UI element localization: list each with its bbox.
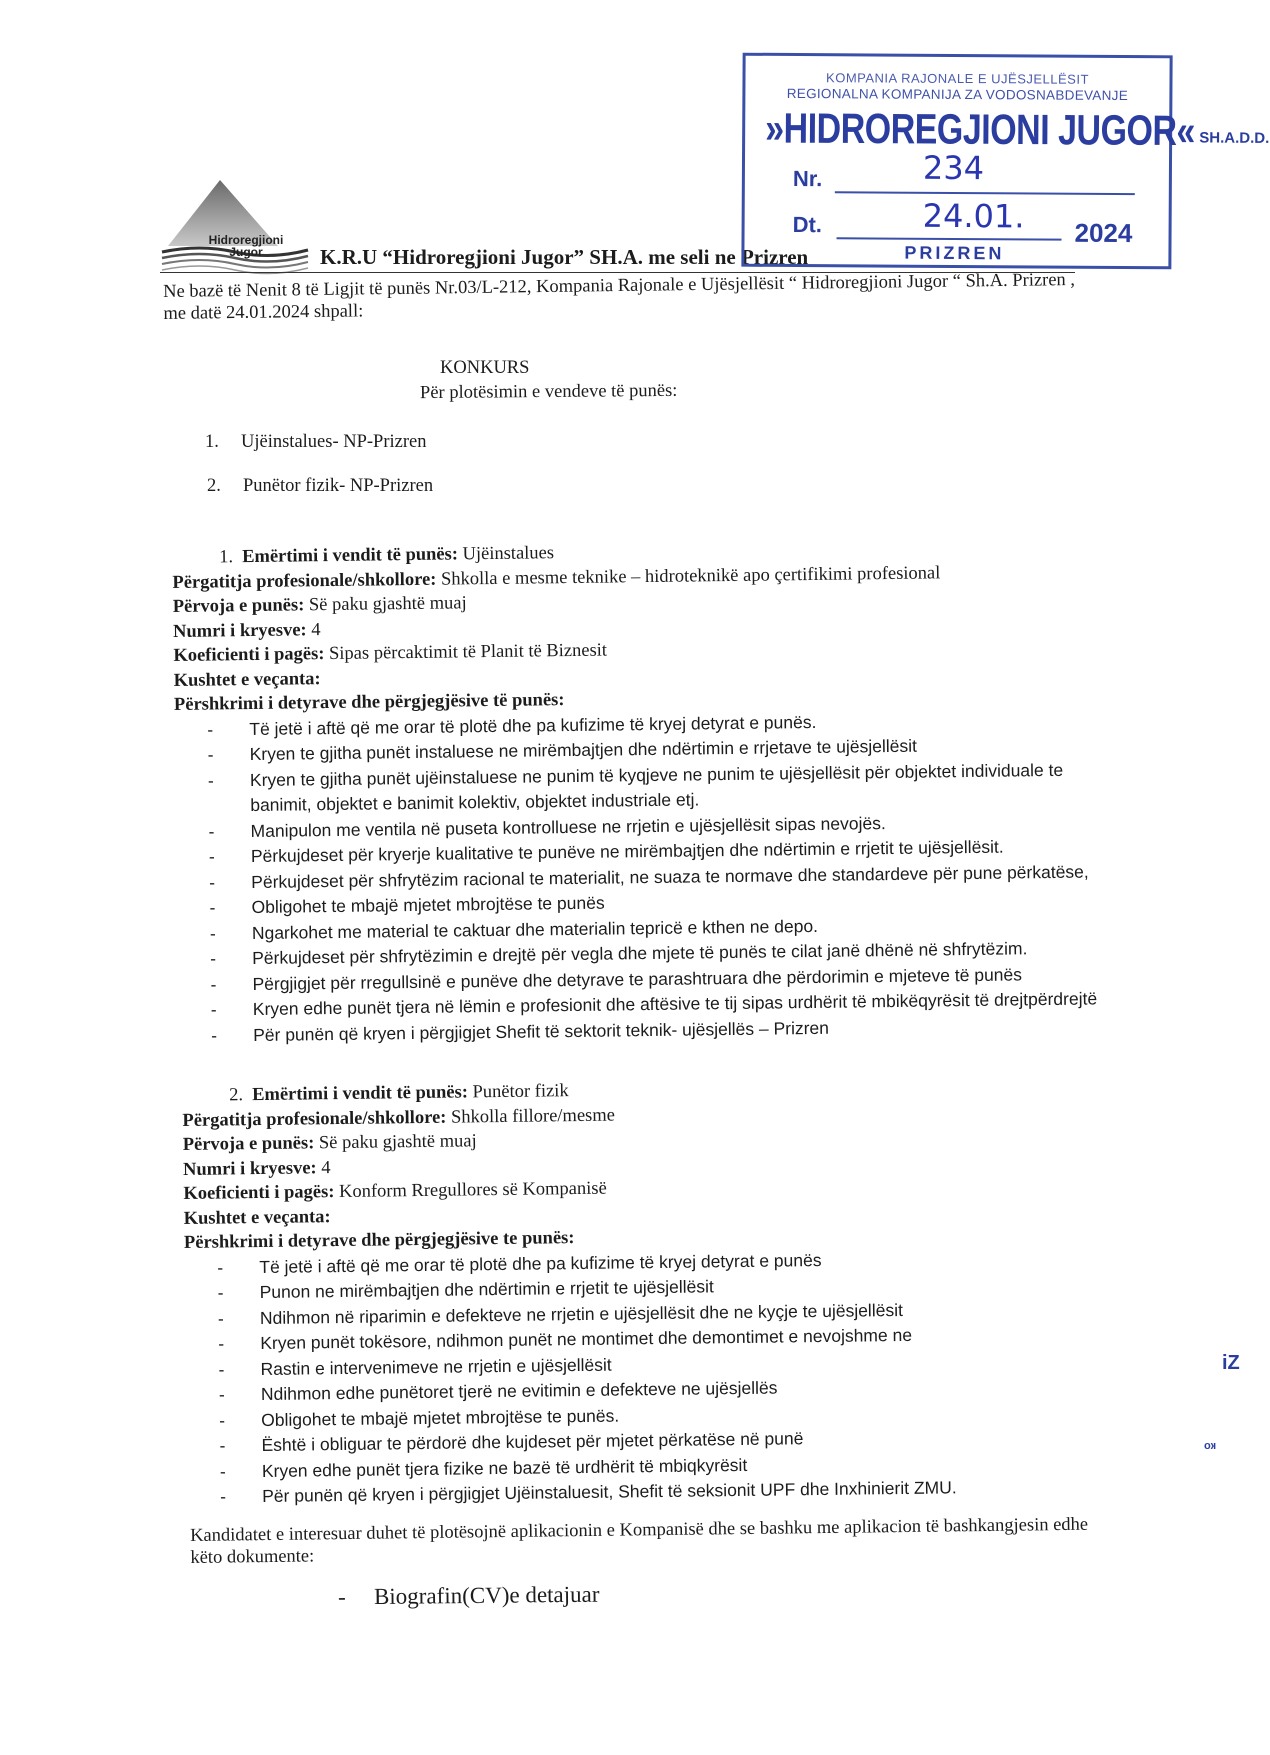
position-label: Ujëinstalues- NP-Prizren <box>241 432 427 452</box>
position-number: 1. <box>205 432 219 452</box>
duty-text: Punon ne mirëmbajtjen dhe ndërtimin e rrjetit te ujësjellësit <box>259 1276 714 1303</box>
company-logo <box>160 178 310 280</box>
konkurs-subtitle: Për plotësimin e vendeve të punës: <box>419 380 678 404</box>
duty-text: Përkujdeset për shfrytëzim racional te materialit, ne suaza te normave dhe standardeve për pune përkatëse, <box>251 861 1089 892</box>
duties-list <box>184 1244 1137 1511</box>
duty-item: - Ndihmon edhe punëtoret tjerë ne evitimin e defekteve ne ujësjellës <box>186 1371 1136 1408</box>
duty-item: - Obligohet te mbajë mjetet mbrojtëse te punës. <box>186 1397 1136 1434</box>
duty-text: Përgjigjet për rregullsinë e punëve dhe detyrave te parashtruara dhe përdorimin e mjeteve të punës <box>252 963 1023 994</box>
stamp-name: »HIDROREGJIONI JUGOR« <box>765 104 1196 156</box>
duty-item: - Ngarkohet me material te caktuar dhe materialin tepricë e kthen ne depo. <box>177 910 1127 947</box>
duty-item: - Obligohet te mbajë mjetet mbrojtëse te punës <box>176 884 1126 921</box>
logo-text-line2: Jugor <box>229 245 263 259</box>
duty-item: - Kryen edhe punët tjera në lëmin e profesionit dhe aftësive te tij sipas urdhërit të mbikëqyrësit të drejtpërdrejtë <box>178 986 1128 1023</box>
stamp-company-name <box>765 104 1270 156</box>
duty-text: Ndihmon në riparimin e defekteve ne rrjetin e ujësjellësit dhe ne kyçje te ujësjellësit <box>259 1299 904 1328</box>
duty-text: Për punën që kryen i përgjigjet Shefit të sektorit teknik- ujësjellës – Prizren <box>253 1017 830 1045</box>
positions-count-value: 4 <box>316 1157 331 1178</box>
duty-text: Obligohet te mbajë mjetet mbrojtëse te punës. <box>261 1405 620 1430</box>
stamp-nr-label: Nr. <box>792 165 823 192</box>
duties-heading: Përshkrimi i detyrave dhe përgjegjësive te punës: <box>183 1228 575 1253</box>
education-label: Përgatitja profesionale/shkollore: <box>182 1107 447 1131</box>
position-number: 2. <box>207 476 221 496</box>
duty-item: - Punon ne mirëmbajtjen dhe ndërtimin e rrjetit te ujësjellësit <box>184 1269 1134 1306</box>
duty-item: - Ndihmon në riparimin e defekteve ne rrjetin e ujësjellësit dhe ne kyçje te ujësjellësit <box>185 1295 1135 1332</box>
experience-value: Së paku gjashtë muaj <box>304 593 467 616</box>
stamp-dt-line <box>837 237 1062 240</box>
stamp-line1: KOMPANIA RAJONALE E UJËSJELLËSIT <box>826 70 1089 87</box>
section-number: 1. <box>219 547 234 568</box>
duty-text: Për punën që kryen i përgjigjet Ujëinstaluesit, Shefit të seksionit UPF dhe Inxhinierit ZMU. <box>262 1477 957 1507</box>
duty-text: Rastin e intervenimeve ne rrjetin e ujësjellësit <box>260 1354 612 1379</box>
education-label: Përgatitja profesionale/shkollore: <box>172 569 437 593</box>
company-title: K.R.U “Hidroregjioni Jugor” SH.A. me seli ne Prizren <box>320 245 809 269</box>
salary-coefficient-value: Sipas përcaktimit të Planit të Biznesit <box>324 640 608 665</box>
closing-paragraph: Kandidatet e interesuar duhet të plotësojnë aplikacionin e Kompanisë dhe se bashku me aplikacion të bashkangjesin edhe këto dokumente: <box>190 1514 1089 1568</box>
duty-item: - Përkujdeset për shfrytëzimin e drejtë për vegla dhe mjete të punës te cilat janë dhënë në shfrytëzim. <box>177 935 1127 972</box>
duty-item: - Kryen te gjitha punët ujëinstaluese ne punim të kyqjeve ne punim te ujësjellësit për objektet individuale te banimit, objektet e banimit kolektiv, objektet industriale etj. <box>175 757 1126 820</box>
stamp-legal-form: SH.A.D.D. <box>1199 129 1270 147</box>
stamp-dt-year: 2024 <box>1074 217 1133 249</box>
positions-count-label: Numri i kryesve: <box>172 619 307 642</box>
salary-coefficient-value: Konform Rregullores së Kompanisë <box>334 1178 607 1203</box>
duty-text: Kryen edhe punët tjera fizike ne bazë të urdhërit të mbiqkyrësit <box>261 1454 748 1481</box>
logo-graphic <box>160 178 310 280</box>
positions-count-value: 4 <box>306 619 321 640</box>
position-item <box>205 432 426 453</box>
duty-text: Manipulon me ventila në puseta kontrolluese ne rrjetin e ujësjellësit sipas nevojës. <box>250 812 886 841</box>
positions-count-label: Numri i kryesve: <box>182 1157 317 1180</box>
duty-text: Përkujdeset për shfrytëzimin e drejtë për vegla dhe mjete të punës te cilat janë dhënë në shfrytëzim. <box>252 938 1028 969</box>
education-value: Shkolla e mesme teknike – hidroteknikë apo çertifikimi profesional <box>436 562 941 590</box>
position-label: Punëtor fizik- NP-Prizren <box>243 476 434 496</box>
duty-item: - Është i obliguar te përdorë dhe kujdeset për mjetet përkatëse në punë <box>186 1422 1136 1459</box>
duty-text: Përkujdeset për kryerje kualitative te punëve ne mirëmbajtjen dhe ndërtimin e rrjetit te ujësjellësit. <box>250 836 1004 867</box>
stamp-nr-line <box>835 191 1135 195</box>
job-title-label: Emërtimi i vendit të punës: <box>252 1082 469 1106</box>
duty-text: Kryen edhe punët tjera në lëmin e profesionit dhe aftësive te tij sipas urdhërit të mbikëqyrësit të drejtpërdrejtë <box>252 988 1098 1020</box>
duty-item: - Për punën që kryen i përgjigjet Ujëinstaluesit, Shefit të seksionit UPF dhe Inxhinierit ZMU. <box>187 1473 1137 1510</box>
stamp-nr-value: 234 <box>922 148 985 188</box>
duty-item: - Përgjigjet për rregullsinë e punëve dhe detyrave te parashtruara dhe përdorimin e mjeteve të punës <box>177 961 1127 998</box>
intro-paragraph: Ne bazë të Nenit 8 të Ligjit të punës Nr.03/L-212, Kompania Rajonale e Ujësjellësit “ Hidroregjioni Jugor “ Sh.A. Prizren , me datë 24.01.2024 shpall: <box>163 270 1076 324</box>
duty-item: - Të jetë i aftë që me orar të plotë dhe pa kufizime të kryej detyrat e punës. <box>174 706 1124 743</box>
section-number: 2. <box>229 1085 244 1106</box>
stamp-city: PRIZREN <box>904 242 1005 264</box>
experience-value: Së paku gjashtë muaj <box>314 1131 477 1154</box>
duty-item: - Kryen punët tokësore, ndihmon punët ne montimet dhe demontimet e nevojshme ne <box>185 1320 1135 1357</box>
duties-list <box>174 706 1128 1049</box>
salary-coefficient-label: Koeficienti i pagës: <box>183 1182 335 1204</box>
job-title-value: Ujëinstalues <box>457 543 555 565</box>
stamp-dt-label: Dt. <box>792 211 823 238</box>
special-conditions-label: Kushtet e veçanta: <box>173 668 321 691</box>
duty-text: Ngarkohet me material te caktuar dhe materialin tepricë e kthen ne depo. <box>251 915 819 943</box>
special-conditions-label: Kushtet e veçanta: <box>183 1206 331 1229</box>
duty-item: - Kryen edhe punët tjera fizike ne bazë të urdhërit të mbiqkyrësit <box>187 1448 1137 1485</box>
logo-text-line1: Hidroregjioni <box>208 233 284 247</box>
duty-text: Kryen te gjitha punët ujëinstaluese ne punim të kyqjeve ne punim te ujësjellësit për objektet individuale te banimit, objektet e banimit kolektiv, objektet industriale etj. <box>249 759 1064 816</box>
required-document-item <box>338 1582 600 1611</box>
duty-text: Të jetë i aftë që me orar të plotë dhe pa kufizime të kryej detyrat e punës. <box>249 711 817 739</box>
duty-text: Ndihmon edhe punëtoret tjerë ne evitimin e defekteve ne ujësjellës <box>260 1377 778 1405</box>
duty-text: Të jetë i aftë që me orar të plotë dhe pa kufizime të kryej detyrat e punës <box>259 1249 822 1277</box>
salary-coefficient-label: Koeficienti i pagës: <box>173 644 325 666</box>
position-item <box>207 476 433 497</box>
education-value: Shkolla fillore/mesme <box>446 1105 616 1128</box>
duty-item: - Të jetë i aftë që me orar të plotë dhe pa kufizime të kryej detyrat e punës <box>184 1244 1134 1281</box>
edge-mark: ко <box>1204 1440 1217 1452</box>
duty-text: Kryen punët tokësore, ndihmon punët ne montimet dhe demontimet e nevojshme ne <box>260 1324 913 1354</box>
job-section-1 <box>172 534 1128 1049</box>
stamp-dt-value: 24.01. <box>922 196 1025 236</box>
document-dash: - <box>337 1584 346 1610</box>
duty-item: - Manipulon me ventila në puseta kontrolluese ne rrjetin e ujësjellësit sipas nevojës. <box>175 808 1125 845</box>
logo-text <box>206 234 286 258</box>
edge-mark: iZ <box>1222 1352 1240 1374</box>
experience-label: Përvoja e punës: <box>172 595 305 617</box>
duty-item: - Për punën që kryen i përgjigjet Shefit të sektorit teknik- ujësjellës – Prizren <box>178 1012 1128 1049</box>
duties-heading: Përshkrimi i detyrave dhe përgjegjësive të punës: <box>173 690 565 715</box>
job-title-value: Punëtor fizik <box>467 1081 569 1103</box>
duty-item: - Kryen te gjitha punët instaluese ne mirëmbajtjen dhe ndërtimin e rrjetave te ujësjellësit <box>174 731 1124 768</box>
duty-item: - Rastin e intervenimeve ne rrjetin e ujësjellësit <box>185 1346 1135 1383</box>
duty-text: Obligohet te mbajë mjetet mbrojtëse te punës <box>251 892 605 918</box>
stamp-line2: REGIONALNA KOMPANIJA ZA VODOSNABDEVANJE <box>786 85 1129 104</box>
duty-text: Kryen te gjitha punët instaluese ne mirëmbajtjen dhe ndërtimin e rrjetave te ujësjellësit <box>249 735 918 765</box>
registration-stamp <box>741 53 1270 270</box>
duty-text: Është i obliguar te përdorë dhe kujdeset për mjetet përkatëse në punë <box>261 1428 804 1456</box>
job-section-2 <box>182 1072 1137 1510</box>
document-label: Biografin(CV)e detajuar <box>373 1581 600 1609</box>
duty-item: - Përkujdeset për shfrytëzim racional te materialit, ne suaza te normave dhe standardeve për pune përkatëse, <box>176 859 1126 896</box>
duty-item: - Përkujdeset për kryerje kualitative te punëve ne mirëmbajtjen dhe ndërtimin e rrjetit te ujësjellësit. <box>176 833 1126 870</box>
job-title-label: Emërtimi i vendit të punës: <box>242 544 459 568</box>
konkurs-title: KONKURS <box>440 358 530 378</box>
experience-label: Përvoja e punës: <box>182 1133 315 1155</box>
